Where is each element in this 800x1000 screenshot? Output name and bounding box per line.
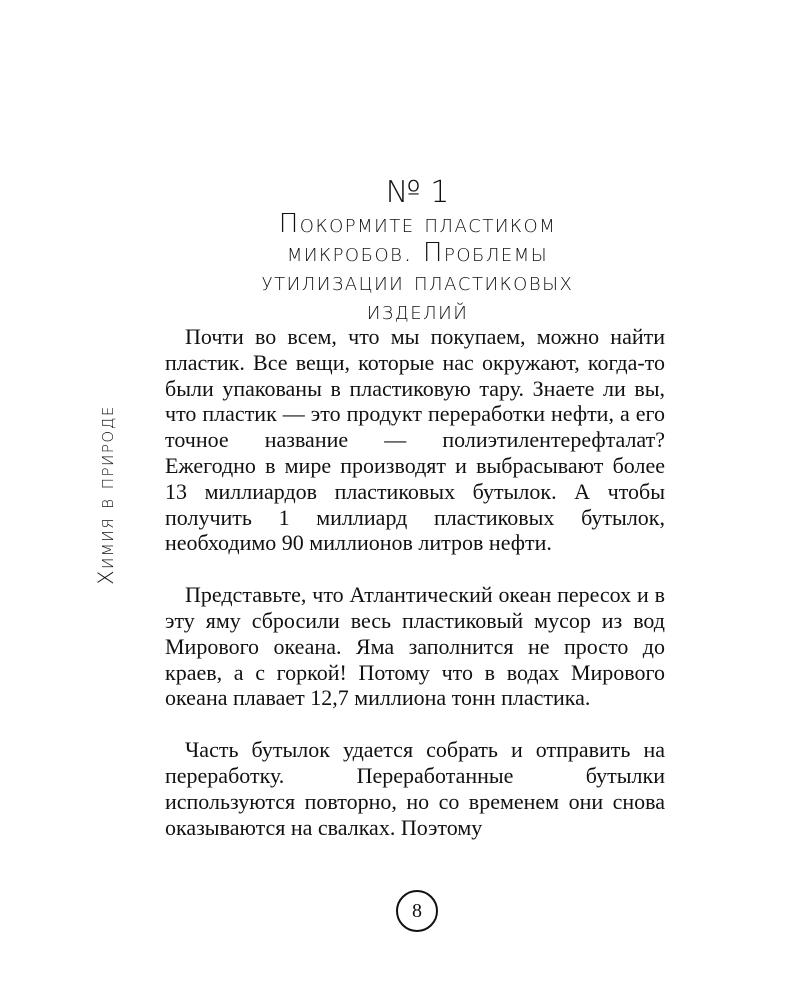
running-head-vertical: Химия в природе — [94, 405, 118, 585]
paragraph: Часть бутылок удается собрать и отправить на переработку. Переработанные бутылки используются повторно, но со временем они снова оказываются на свалках. Поэтому — [165, 737, 665, 840]
paragraph: Почти во всем, что мы покупаем, можно найти пластик. Все вещи, которые нас окружают, когда-то были упакованы в пластиковую тару. Знаете ли вы, что пластик — это продукт переработки нефти, а его точное название — полиэтилентерефталат? Ежегодно в мире производят и выбрасывают более 13 миллиардов пластиковых бутылок. А чтобы получить 1 миллиард пластиковых бутылок, необходимо 90 миллионов литров нефти. — [165, 324, 665, 556]
chapter-title-line: микробов. Проблемы — [286, 238, 549, 268]
body-text — [165, 324, 665, 866]
chapter-title-line: Покормите пластиком — [278, 209, 557, 239]
chapter-heading — [170, 176, 665, 326]
paragraph: Представьте, что Атлантический океан пересох и в эту яму сбросили весь пластиковый мусор из вод Мирового океана. Яма заполнится не просто до краев, а с горкой! Потому что в водах Мирового океана плавает 12,7 миллиона тонн пластика. — [165, 582, 665, 711]
chapter-title — [170, 210, 665, 326]
chapter-title-line: изделий — [366, 296, 469, 326]
chapter-title-line: утилизации пластиковых — [261, 267, 574, 297]
page-number: 8 — [396, 890, 438, 932]
chapter-number: № 1 — [385, 175, 450, 210]
